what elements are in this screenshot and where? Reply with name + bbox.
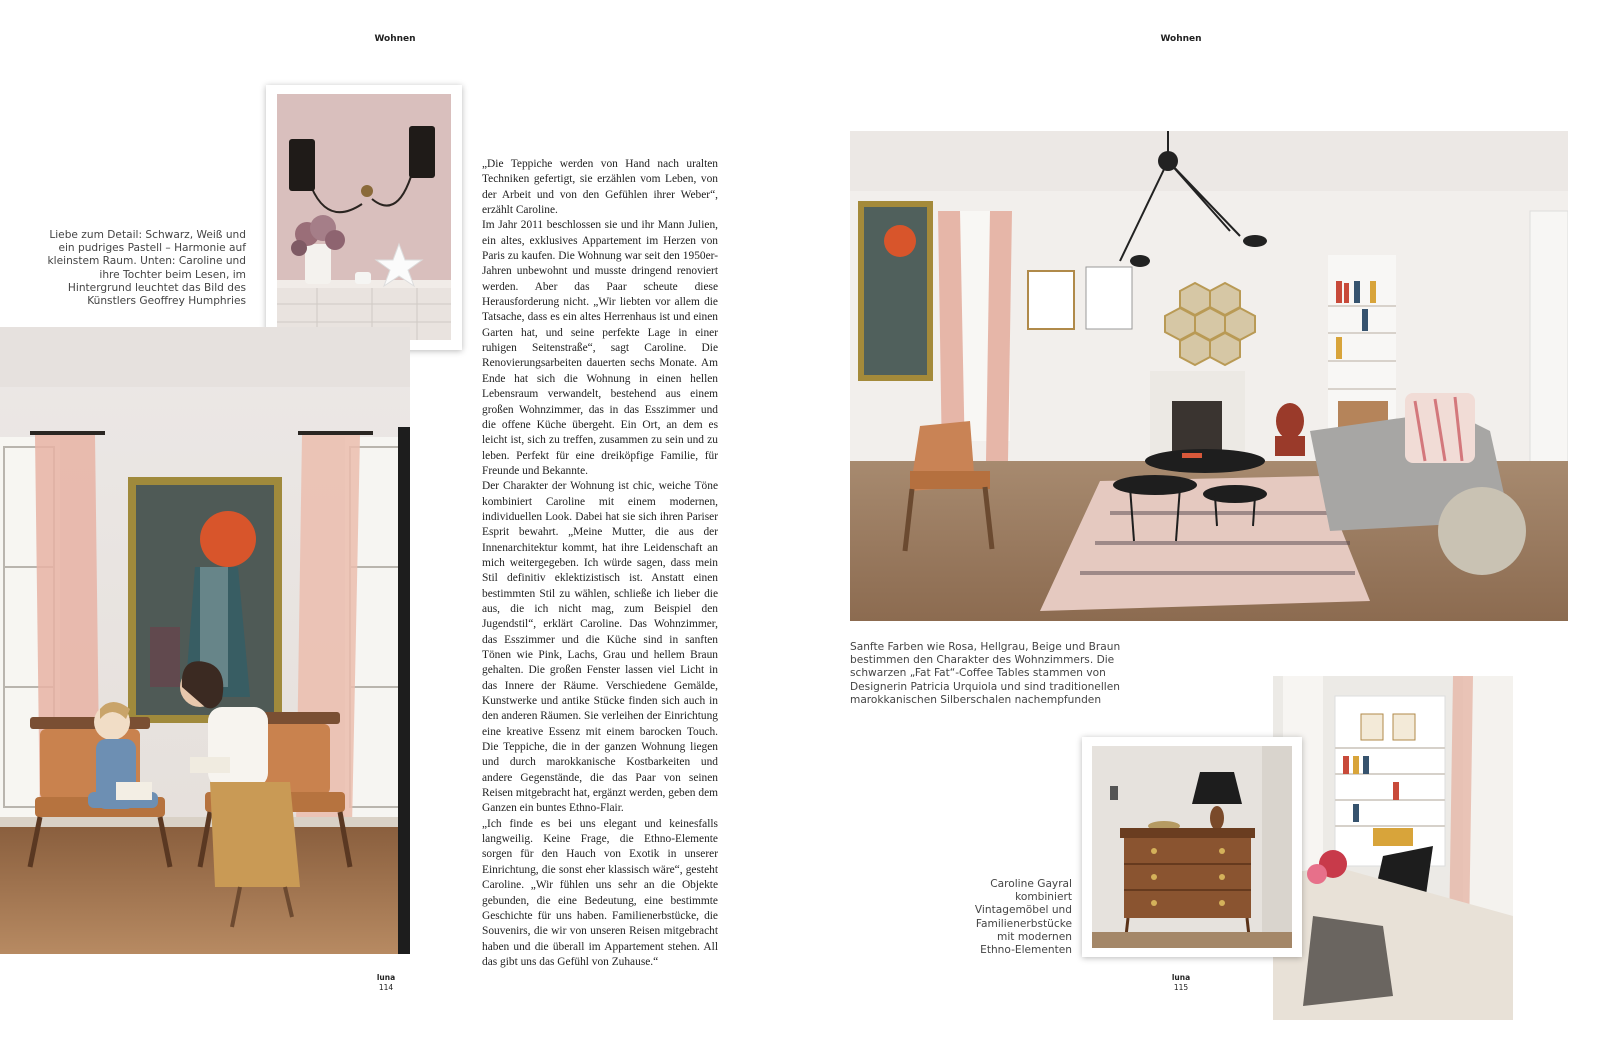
article-text xyxy=(482,157,718,968)
magazine-name: luna xyxy=(1171,973,1191,982)
caption-detail: Liebe zum Detail: Schwarz, Weiß und ein pudriges Pastell – Harmonie auf kleinstem Raum. Unten: Caroline und ihre Tochter beim Lesen, im Hintergrund leuchtet das Bild des Künstlers Geoffrey Humphries xyxy=(47,229,246,308)
dresser-photo xyxy=(1092,746,1292,948)
photo-frame-wall-lamp xyxy=(266,85,462,350)
section-label-right: Wohnen xyxy=(1160,34,1202,44)
article-paragraph: „Ich finde es bei uns elegant und keinesfalls langweilig. Keine Frage, die Ethno-Elemente sorgen für den Hauch von Exotik in unserer Einrichtung, die sonst eher klassisch wäre“, gesteht Caroline. „Wir fühlen uns sehr an die Objekte gebunden, die eine Bedeutung, eine bestimmte Geschichte für uns haben. Familienerbstücke, die Souvenirs, die wir von unseren Reisen mitgebracht haben und die überall im Appartement stehen. All das gibt uns das Gefühl von Zuhause.“ xyxy=(482,817,718,968)
article-paragraph: Im Jahr 2011 beschlossen sie und ihr Mann Julien, ein altes, exklusives Appartement im Herzen von Paris zu kaufen. Die Wohnung war seit den 1950er-Jahren unbewohnt und musste dringend renoviert werden. Aber das Paar scheute diese Herausforderung nicht. „Wir liebten vor allem die Tatsache, dass es ein altes Herrenhaus ist und einen Garten hat, und seine perfekte Lage in einer ruhigen Seitenstraße“, sagt Caroline. Die Renovierungsarbeiten dauerten sechs Monate. Am Ende hat sich die Wohnung in einen hellen Lebensraum verwandelt, bestehend aus einem großen Wohnzimmer, das in das Esszimmer und die offene Küche übergeht. Ein Ort, an dem es leicht ist, sich zu treffen, zusammen zu sein und zu leben. Perfekt für eine dreiköpfige Familie, für Freunde und Bekannte. xyxy=(482,219,718,477)
magazine-name: luna xyxy=(376,973,396,982)
photo-frame-dresser xyxy=(1082,737,1302,957)
page-number: 114 xyxy=(378,983,394,992)
article-paragraph: „Die Teppiche werden von Hand nach uralten Techniken gefertigt, sie erzählen vom Leben, von der Arbeit und von den Gefühlen ihrer Weber“, erzählt Caroline. xyxy=(482,158,718,217)
wall-lamp-photo xyxy=(277,94,451,340)
article-paragraph: Der Charakter der Wohnung ist chic, weiche Töne kombiniert Caroline mit einem modernen, individuellen Look. Dabei hat sie sich ihren Pariser Esprit bewahrt. „Meine Mutter, die aus der Innenarchitektur kommt, hat ihre Leidenschaft an mich weitergegeben. Ich würde sagen, dass mein Stil definitiv eklektizistisch ist. Anstatt einen bestimmten Stil zu wählen, schließe ich lieber die aus, die ich nicht mag, zum Beispiel den Jugendstil“, erklärt Caroline. Das Wohnzimmer, das Esszimmer und die Küche sind in sanften Tönen wie Pink, Lachs, Grau und hellem Braun gehalten. Die großen Fenster lassen viel Licht in das Innere der Räume. Verschiedene Gemälde, Kunstwerke und antike Stücke finden sich auch in den anderen Räumen. Sie verleihen der Einrichtung eine kreative Essenz mit einem barocken Touch. Die Teppiche, die in der ganzen Wohnung liegen und durch marokkanische Kostbarkeiten und andere Gegenstände, die das Paar von seinen Reisen mitgebracht hat, ergänzt werden, geben dem Ganzen ein buntes Ethno-Flair. xyxy=(482,480,718,815)
folio-left xyxy=(366,973,406,993)
page-number: 115 xyxy=(1173,983,1189,992)
section-label-left: Wohnen xyxy=(374,34,416,44)
living-room-photo xyxy=(850,131,1568,621)
folio-right xyxy=(1161,973,1201,993)
reading-photo xyxy=(0,327,410,954)
caption-living-room: Sanfte Farben wie Rosa, Hellgrau, Beige und Braun bestimmen den Charakter des Wohnzimmers. Die schwarzen „Fat Fat“-Coffee Tables stammen von Designerin Patricia Urquiola und sind traditionellen marokkanischen Silberschalen nachempfunden xyxy=(850,641,1121,706)
hallway-photo xyxy=(1273,676,1513,1020)
caption-dresser: Caroline Gayral kombiniert Vintagemöbel und Familienerbstücke mit modernen Ethno-Elementen xyxy=(974,878,1072,957)
